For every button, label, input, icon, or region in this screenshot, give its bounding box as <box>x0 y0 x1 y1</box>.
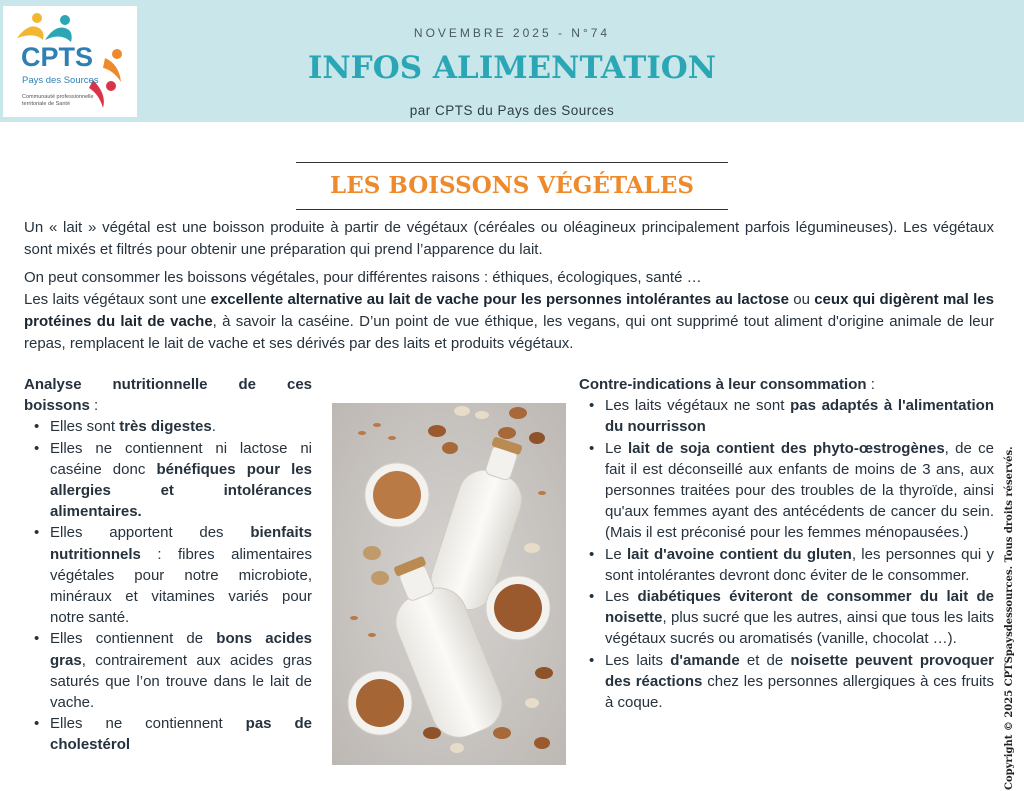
list-item <box>579 650 994 714</box>
item-emphasis: pas de cholestérol <box>50 715 312 754</box>
analysis-heading-2 <box>24 395 312 416</box>
intro-reasons: On peut consommer les boissons végétales, pour différentes raisons : éthiques, écologiques, santé … <box>24 269 702 286</box>
item-emphasis: d'amande <box>670 651 740 669</box>
item-text: . <box>211 418 216 436</box>
analysis-section <box>24 374 312 756</box>
list-item <box>24 522 312 628</box>
item-text: : fibres alimentaires végétales pour notre microbiote, minéraux et vitamines variés pour notre santé. <box>50 545 312 627</box>
intro-text: , à savoir la caséine. D’un point de vue éthique, les vegans, qui ont supprimé tout aliment d'origine animale de leur repas, remplacent le lait de vache et ses dérivés par des laits et produits végétaux. <box>24 313 994 352</box>
item-emphasis: lait de soja contient des phyto-œstrogènes <box>628 439 945 457</box>
list-item <box>24 416 312 437</box>
logo-tagline: Communauté professionnelle territoriale de Santé <box>22 94 94 107</box>
item-text: Elles contiennent de <box>50 630 217 648</box>
list-item <box>579 438 994 544</box>
item-text: , les personnes qui y sont intolérantes devront donc éviter de le consommer. <box>605 545 994 584</box>
intro-text: Les laits végétaux sont une <box>24 291 211 308</box>
section-title: LES BOISSONS VÉGÉTALES <box>330 172 694 199</box>
item-emphasis: bénéfiques pour les allergies et intolérances alimentaires. <box>50 460 312 521</box>
milk-bottles-nuts-image <box>332 403 566 765</box>
item-emphasis: noisette peuvent provoquer des réactions <box>605 651 995 690</box>
copyright-notice: Copyright © 2025 CPTSpaysdessources. Tous droits réservés. <box>1004 446 1015 790</box>
item-text: Elles ne contiennent <box>50 715 246 733</box>
item-text: Les laits <box>605 651 671 669</box>
plant-milk-photo <box>332 403 566 765</box>
logo-name: CPTS <box>21 42 94 72</box>
title-rule-top <box>296 162 728 163</box>
contra-heading-suffix: : <box>866 376 875 393</box>
item-text: Elles ne contiennent ni lactose ni caséine donc <box>50 439 312 478</box>
item-emphasis: lait d'avoine contient du gluten <box>627 545 852 563</box>
item-text: Le <box>605 439 629 457</box>
item-text: , plus sucré que les autres, ainsi que tous les laits végétaux sucrés ou aromatisés (vanille, chocolat …). <box>605 609 994 648</box>
issue-label: NOVEMBRE 2025 - N°74 <box>413 26 611 40</box>
intro-emphasis: ceux qui digèrent mal les protéines du lait de vache <box>24 291 994 330</box>
intro-text: ou <box>788 291 815 308</box>
list-item <box>24 713 312 755</box>
contra-heading-text: Contre-indications à leur consommation <box>579 376 867 393</box>
intro-emphasis: excellente alternative au lait de vache pour les personnes intolérantes au lactose <box>210 291 789 308</box>
byline: par CPTS du Pays des Sources <box>409 103 615 118</box>
title-rule-bottom <box>296 209 728 210</box>
header-band <box>0 0 1024 122</box>
analysis-heading <box>24 374 312 395</box>
list-item <box>579 544 994 586</box>
item-emphasis: bienfaits nutritionnels <box>50 524 312 563</box>
item-text: Elles sont <box>50 418 120 436</box>
item-text: et de <box>739 651 791 669</box>
intro-paragraph-2 <box>24 267 994 355</box>
analysis-heading-suffix: : <box>89 397 99 415</box>
item-text: chez les personnes allergiques à ces fruits à coque. <box>605 672 994 712</box>
item-text: Les laits végétaux ne sont <box>605 397 791 415</box>
item-emphasis: très digestes <box>119 418 212 436</box>
item-emphasis: bons acides gras <box>50 630 313 669</box>
analysis-heading-line2: boissons <box>24 397 90 415</box>
list-item <box>24 628 312 713</box>
list-item <box>579 586 994 650</box>
contra-list <box>579 395 994 713</box>
contra-heading <box>579 374 994 395</box>
item-text: , contrairement aux acides gras saturés que l’on trouve dans le lait de vache. <box>50 651 312 712</box>
list-item <box>579 395 994 437</box>
newsletter-title: INFOS ALIMENTATION <box>307 50 717 86</box>
list-item <box>24 438 312 523</box>
intro-paragraph-1: Un « lait » végétal est une boisson produite à partir de végétaux (céréales ou oléagineux principalement parfois légumineuses). Les végétaux sont mixés et filtrés pour obtenir une préparation qui prend l’apparence du lait. <box>24 219 994 258</box>
item-text: , de ce fait il est déconseillé aux enfants de moins de 3 ans, aux personnes traitées pour des troubles de la thyroïde, ainsi qu'aux femmes ayant des antécédents de cancer du sein. (Mais il est préconisé pour les femmes ménopausées.) <box>605 439 995 542</box>
contra-section <box>579 374 994 713</box>
logo-subtitle: Pays des Sources <box>22 75 99 86</box>
item-emphasis: diabétiques éviteront de consommer du lait de noisette <box>605 588 994 627</box>
item-text: Le <box>605 545 627 563</box>
analysis-heading-line1: Analyse nutritionnelle de ces <box>24 376 312 393</box>
item-text: Elles apportent des <box>50 524 251 542</box>
analysis-list <box>24 416 312 755</box>
item-text: Les <box>605 588 638 606</box>
item-emphasis: pas adaptés à l'alimentation du nourrisson <box>605 397 994 436</box>
